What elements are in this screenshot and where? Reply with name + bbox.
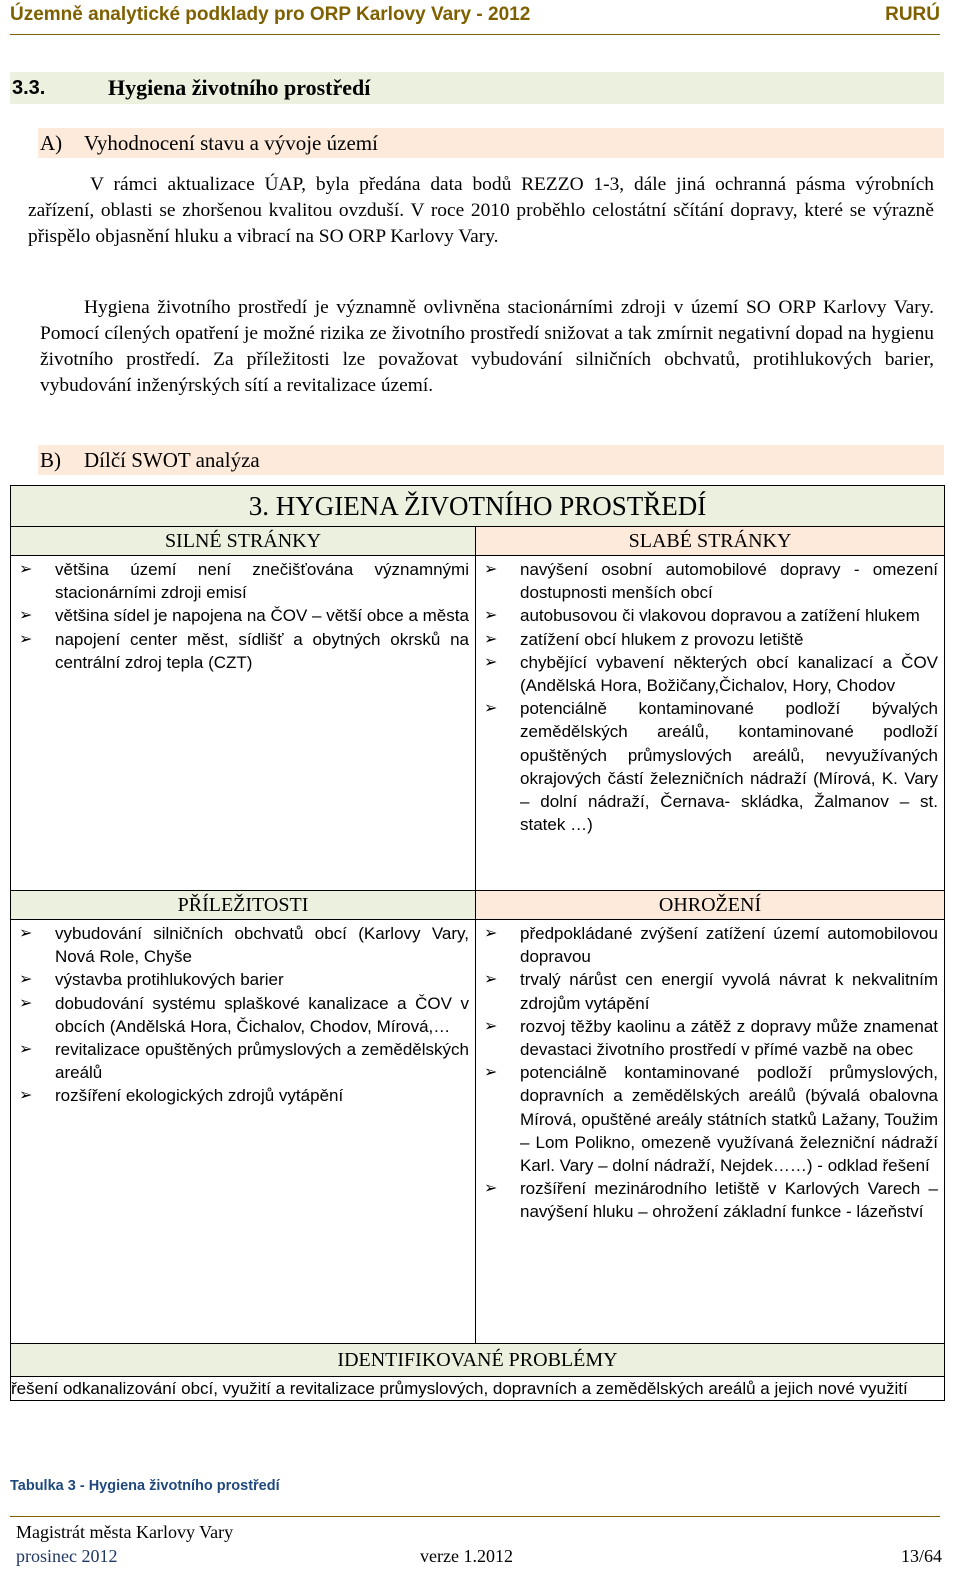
subheading-b-letter: B) bbox=[40, 448, 61, 472]
list-item bbox=[482, 558, 938, 604]
list-item bbox=[482, 604, 938, 627]
bullet-arrow-icon: ➢ bbox=[484, 1064, 498, 1082]
subheading-b bbox=[38, 445, 944, 475]
list-item-text: rozšíření mezinárodního letiště v Karlových Varech – navýšení hluku – ohrožení základní funkce - lázeňství bbox=[520, 1179, 939, 1222]
list-item-text: trvalý nárůst cen energií vyvolá návrat k nekvalitním zdrojům vytápění bbox=[520, 970, 939, 1013]
list-item bbox=[482, 697, 938, 836]
subheading-a bbox=[38, 128, 944, 158]
header-rule bbox=[10, 34, 940, 35]
paragraph-2: Hygiena životního prostředí je významně ovlivněna stacionárními zdroji v území SO ORP Karlovy Vary. Pomocí cílených opatření je možné rizika ze životního prostředí snižovat a tak zmírnit negativní dopad na hygienu životního prostředí. Za příležitosti lze považovat vybudování silničních obchvatů, protihlukových barier, vybudování inženýrských sítí a revitalizace území. bbox=[40, 297, 934, 396]
weaknesses-header: SLABÉ STRÁNKY bbox=[476, 527, 945, 556]
weaknesses-cell bbox=[476, 556, 945, 891]
bullet-arrow-icon: ➢ bbox=[19, 1041, 33, 1059]
list-item-text: zatížení obcí hlukem z provozu letiště bbox=[520, 629, 804, 649]
footer-date: prosinec 2012 bbox=[16, 1546, 118, 1566]
document-org-code: RURÚ bbox=[885, 4, 940, 25]
list-item bbox=[482, 1061, 938, 1177]
list-item-text: potenciálně kontaminované podloží bývalých zemědělských areálů, kontaminované podloží opuštěných průmyslových areálů, nevyužívaných okrajových částí železničních nádraží (Mírová, K. Vary – dolní nádraží, Černava- skládka, Žalmanov – st. statek …) bbox=[520, 699, 939, 835]
subheading-a-letter: A) bbox=[40, 131, 63, 155]
list-item-text: potenciálně kontaminované podloží průmyslových, dopravních a zemědělských areálů (bývalá obalovna Mírová, opuštěné areály státních statků Lažany, Toužim – Lom Polikno, omezeně využívaná železniční nádraží Karl. Vary – dolní nádraží, Nejdek……) - odklad řešení bbox=[520, 1063, 939, 1176]
threats-header: OHROŽENÍ bbox=[476, 891, 945, 920]
problems-text: řešení odkanalizování obcí, využití a revitalizace průmyslových, dopravních a zemědělských areálů a jejich nové využití bbox=[11, 1377, 945, 1401]
bullet-arrow-icon: ➢ bbox=[19, 1087, 33, 1105]
bullet-arrow-icon: ➢ bbox=[19, 607, 33, 625]
bullet-arrow-icon: ➢ bbox=[484, 1017, 498, 1035]
list-item bbox=[482, 1015, 938, 1061]
list-item bbox=[17, 968, 469, 991]
bullet-arrow-icon: ➢ bbox=[484, 925, 498, 942]
bullet-arrow-icon: ➢ bbox=[484, 971, 498, 989]
weaknesses-list bbox=[476, 556, 944, 838]
subheading-b-text: Dílčí SWOT analýza bbox=[84, 448, 260, 472]
threats-list bbox=[476, 920, 944, 1226]
footer-rule bbox=[10, 1516, 940, 1517]
list-item-text: rozvoj těžby kaolinu a zátěž z dopravy může znamenat devastaci životního prostředí v přímé vazbě na obec bbox=[520, 1016, 939, 1060]
section-number: 3.3. bbox=[12, 77, 46, 99]
bullet-arrow-icon: ➢ bbox=[19, 630, 33, 648]
list-item bbox=[17, 1084, 469, 1107]
bullet-arrow-icon: ➢ bbox=[484, 653, 498, 671]
list-item-text: dobudování systému splaškové kanalizace a ČOV v obcích (Andělská Hora, Čichalov, Chodov, Mírová,… bbox=[55, 993, 469, 1036]
strengths-header: SILNÉ STRÁNKY bbox=[11, 527, 476, 556]
list-item-text: autobusovou či vlakovou dopravou a zatížení hlukem bbox=[520, 606, 920, 626]
paragraph-1: V rámci aktualizace ÚAP, byla předána data bodů REZZO 1-3, dále jiná ochranná pásma výrobních zařízení, oblasti se zhoršenou kvalitou ovzduší. V roce 2010 proběhlo celostátní sčítání dopravy, které se výrazně přispělo objasnění hluku a vibrací na SO ORP Karlovy Vary. bbox=[28, 174, 934, 247]
bullet-arrow-icon: ➢ bbox=[19, 925, 33, 942]
bullet-arrow-icon: ➢ bbox=[19, 561, 33, 578]
bullet-arrow-icon: ➢ bbox=[484, 700, 498, 718]
bullet-arrow-icon: ➢ bbox=[484, 1180, 498, 1198]
list-item-text: chybějící vybavení některých obcí kanalizací a ČOV (Andělská Hora, Božičany,Čichalov, Hory, Chodov bbox=[520, 652, 939, 696]
list-item-text: předpokládané zvýšení zatížení území automobilovou dopravou bbox=[520, 924, 939, 967]
list-item bbox=[17, 1038, 469, 1084]
list-item bbox=[17, 558, 469, 604]
list-item-text: vybudování silničních obchvatů obcí (Karlovy Vary, Nová Role, Chyše bbox=[55, 924, 469, 967]
section-title: Hygiena životního prostředí bbox=[108, 75, 371, 100]
list-item bbox=[17, 604, 469, 627]
list-item bbox=[17, 628, 469, 674]
strengths-cell bbox=[11, 556, 476, 891]
swot-table bbox=[10, 485, 945, 1401]
list-item-text: výstavba protihlukových barier bbox=[55, 970, 284, 990]
list-item-text: navýšení osobní automobilové dopravy - omezení dostupnosti menších obcí bbox=[520, 560, 939, 603]
problems-header: IDENTIFIKOVANÉ PROBLÉMY bbox=[11, 1344, 945, 1377]
subheading-a-text: Vyhodnocení stavu a vývoje území bbox=[84, 131, 378, 155]
list-item bbox=[482, 651, 938, 697]
opportunities-cell bbox=[11, 920, 476, 1344]
swot-title: 3. HYGIENA ŽIVOTNÍHO PROSTŘEDÍ bbox=[11, 486, 945, 527]
bullet-arrow-icon: ➢ bbox=[19, 994, 33, 1012]
opportunities-list bbox=[11, 920, 475, 1110]
list-item-text: rozšíření ekologických zdrojů vytápění bbox=[55, 1086, 344, 1106]
list-item bbox=[482, 968, 938, 1014]
list-item-text: napojení center měst, sídlišť a obytných okrsků na centrální zdroj tepla (CZT) bbox=[55, 629, 469, 672]
list-item bbox=[482, 1177, 938, 1223]
bullet-arrow-icon: ➢ bbox=[484, 607, 498, 625]
strengths-list bbox=[11, 556, 475, 676]
list-item-text: většina sídel je napojena na ČOV – větší obce a města bbox=[55, 606, 469, 626]
section-heading bbox=[10, 72, 944, 104]
list-item-text: revitalizace opuštěných průmyslových a zemědělských areálů bbox=[55, 1040, 469, 1083]
list-item-text: většina území není znečišťována významnými stacionárními zdroji emisí bbox=[55, 560, 469, 603]
footer-page-number: 13/64 bbox=[900, 1546, 942, 1566]
list-item bbox=[17, 992, 469, 1038]
list-item bbox=[482, 628, 938, 651]
page-header bbox=[10, 4, 940, 38]
opportunities-header: PŘÍLEŽITOSTI bbox=[11, 891, 476, 920]
list-item bbox=[17, 922, 469, 968]
document-title: Územně analytické podklady pro ORP Karlovy Vary - 2012 bbox=[10, 4, 531, 25]
bullet-arrow-icon: ➢ bbox=[19, 971, 33, 989]
bullet-arrow-icon: ➢ bbox=[484, 561, 498, 578]
table-caption: Tabulka 3 - Hygiena životního prostředí bbox=[10, 1478, 280, 1494]
threats-cell bbox=[476, 920, 945, 1344]
list-item bbox=[482, 922, 938, 968]
footer-organization: Magistrát města Karlovy Vary bbox=[16, 1522, 234, 1542]
footer-version: verze 1.2012 bbox=[420, 1546, 513, 1566]
bullet-arrow-icon: ➢ bbox=[484, 630, 498, 648]
